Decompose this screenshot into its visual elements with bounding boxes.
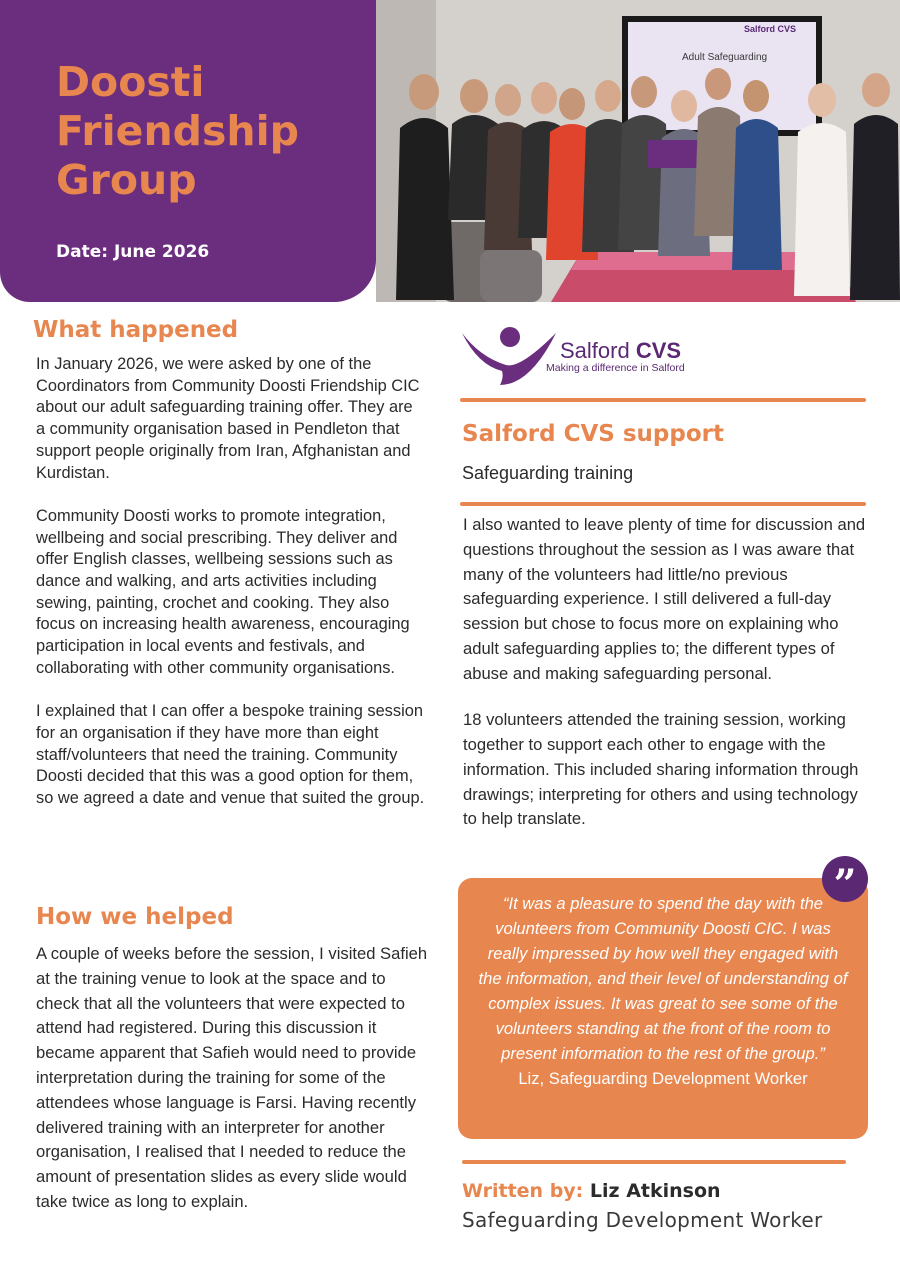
support-body [463,513,868,832]
quote-marks-icon: ” [822,856,868,902]
what-happened-heading: What happened [33,317,239,343]
author-name: Liz Atkinson [589,1180,721,1202]
support-subheading: Safeguarding training [462,463,634,483]
screen-logo-text: Salford CVS [744,24,797,34]
what-happened-paragraph: I explained that I can offer a bespoke training session for an organisation if they have more than eight staff/volunteers that need the training. Community Doosti decided that this was a good option for them, so we agreed a date and venue that suited the group. [36,702,425,808]
logo-name: Salford CVS [560,338,682,363]
support-paragraph: 18 volunteers attended the training session, working together to support each other to engage with the information. This included sharing information through drawings; interpreting for others and using technology to help translate. [463,710,859,829]
publication-date: Date: June 2026 [56,242,210,262]
quote-author: Liz, Safeguarding Development Worker [518,1069,808,1088]
salford-cvs-logo [460,325,710,387]
what-happened-paragraph: In January 2026, we were asked by one of the Coordinators from Community Doosti Friendship CIC about our adult safeguarding training offer. They are a community organisation based in Pendleton that support people originally from Iran, Afghanistan and Kurdistan. [36,355,420,482]
written-by [462,1180,721,1202]
divider [460,502,866,506]
salford-cvs-figure-icon [460,325,560,387]
how-we-helped-body [36,942,428,1215]
support-heading: Salford CVS support [462,421,724,447]
testimonial-quote [458,878,868,1139]
author-role: Safeguarding Development Worker [462,1208,823,1232]
divider [460,398,866,402]
how-we-helped-paragraph: A couple of weeks before the session, I visited Safieh at the training venue to look at the space and to check that all the volunteers that were expected to attend had registered. During this discussion it became apparent that Safieh would need to provide interpretation during the training for some of the attendees whose language is Farsi. Having recently delivered training with an interpreter for another organisation, I realised that I needed to reduce the amount of presentation slides as every slide would take twice as long to explain. [36,944,428,1211]
support-paragraph: I also wanted to leave plenty of time for discussion and questions throughout the session as I was aware that many of the volunteers had little/no previous safeguarding experience. I still delivered a full-day session but chose to focus more on explaining who adult safeguarding applies to; the different types of abuse and making safeguarding personal. [463,515,866,683]
logo-tagline: Making a difference in Salford [546,362,685,374]
header-panel [0,0,376,302]
written-by-label: Written by: [462,1180,584,1202]
screen-title-text: Adult Safeguarding [682,52,768,63]
page-title: Doosti Friendship Group [56,58,299,204]
how-we-helped-heading: How we helped [36,904,234,930]
group-photo-illustration [376,0,900,302]
what-happened-paragraph: Community Doosti works to promote integration, wellbeing and social prescribing. They deliver and offer English classes, wellbeing sessions such as dance and walking, and arts activities including sewing, painting, crochet and cooking. They also focus on increasing health awareness, encouraging participation in local events and festivals, and collaborating with other community organisations. [36,506,410,677]
divider [462,1160,846,1164]
what-happened-body [36,354,426,810]
group-photo [376,0,900,302]
quote-text: “It was a pleasure to spend the day with the volunteers from Community Doosti CIC. I was really impressed by how well they engaged with the information, and their level of understanding of complex issues. It was great to see some of the volunteers standing at the front of the room to present information to the rest of the group.” [478,894,848,1063]
